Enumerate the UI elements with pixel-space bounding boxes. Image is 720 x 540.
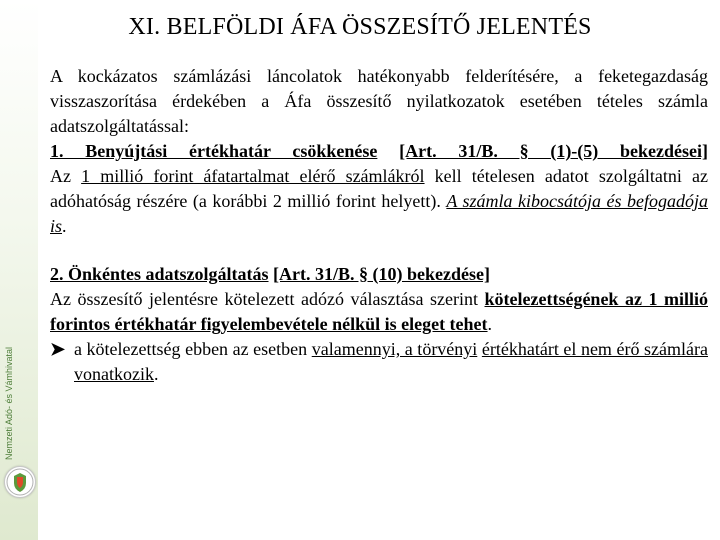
section2-heading	[50, 262, 708, 287]
bullet-end: .	[153, 364, 159, 384]
intro-paragraph: A kockázatos számlázási láncolatok hatékonyabb felderítésére, a feketegazdaság visszaszorítása érdekében a Áfa összesítő nyilatkozatok esetében tételes számla adatszolgáltatással:	[50, 66, 708, 136]
section-divider	[50, 239, 708, 262]
bullet-underlined: valamennyi, a törvényi	[311, 339, 478, 359]
bullet-prefix: a kötelezettség ebben az esetben	[74, 339, 308, 359]
section1-body	[50, 164, 708, 239]
list-item	[50, 337, 708, 387]
nav-logo-icon	[4, 466, 36, 498]
section2-heading-text: 2. Önkéntes adatszolgáltatás	[50, 264, 269, 284]
section1-threshold: 1 millió forint áfatartalmat elérő számlákról	[81, 166, 425, 186]
bullet-suffix: értékhatárt el nem érő számlára vonatkozik	[74, 339, 709, 384]
section2-obligation: kötelezettségének az 1 millió forintos értékhatár figyelembevétele nélkül is eleget tehet	[50, 289, 709, 334]
sidebar	[0, 0, 38, 540]
section1-prefix: Az	[50, 166, 71, 186]
sidebar-logo-text: Nemzeti Adó- és Vámhivatal	[4, 346, 14, 460]
bullet-text	[74, 337, 708, 387]
section1-heading	[50, 139, 708, 164]
arrow-bullet-icon: ➤	[50, 339, 66, 359]
section2-heading-ref: [Art. 31/B. § (10) bekezdése]	[273, 264, 490, 284]
section1-end: .	[62, 216, 67, 236]
section2-prefix: Az összesítő jelentésre kötelezett adózó választása szerint	[50, 289, 478, 309]
slide-content	[50, 64, 708, 387]
section1-parties: A számla kibocsátója és befogadója is	[50, 191, 709, 236]
section1-middle: kell tételesen adatot szolgáltatni az adóhatóság részére (a korábbi 2 millió forint helyett).	[50, 166, 708, 211]
section1-heading-text: 1. Benyújtási értékhatár csökkenése	[50, 141, 378, 161]
section2-body	[50, 287, 708, 337]
section1-heading-ref: [Art. 31/B. § (1)-(5) bekezdései]	[399, 141, 709, 161]
page-title: XI. BELFÖLDI ÁFA ÖSSZESÍTŐ JELENTÉS	[128, 14, 592, 40]
section2-end: .	[487, 314, 493, 334]
